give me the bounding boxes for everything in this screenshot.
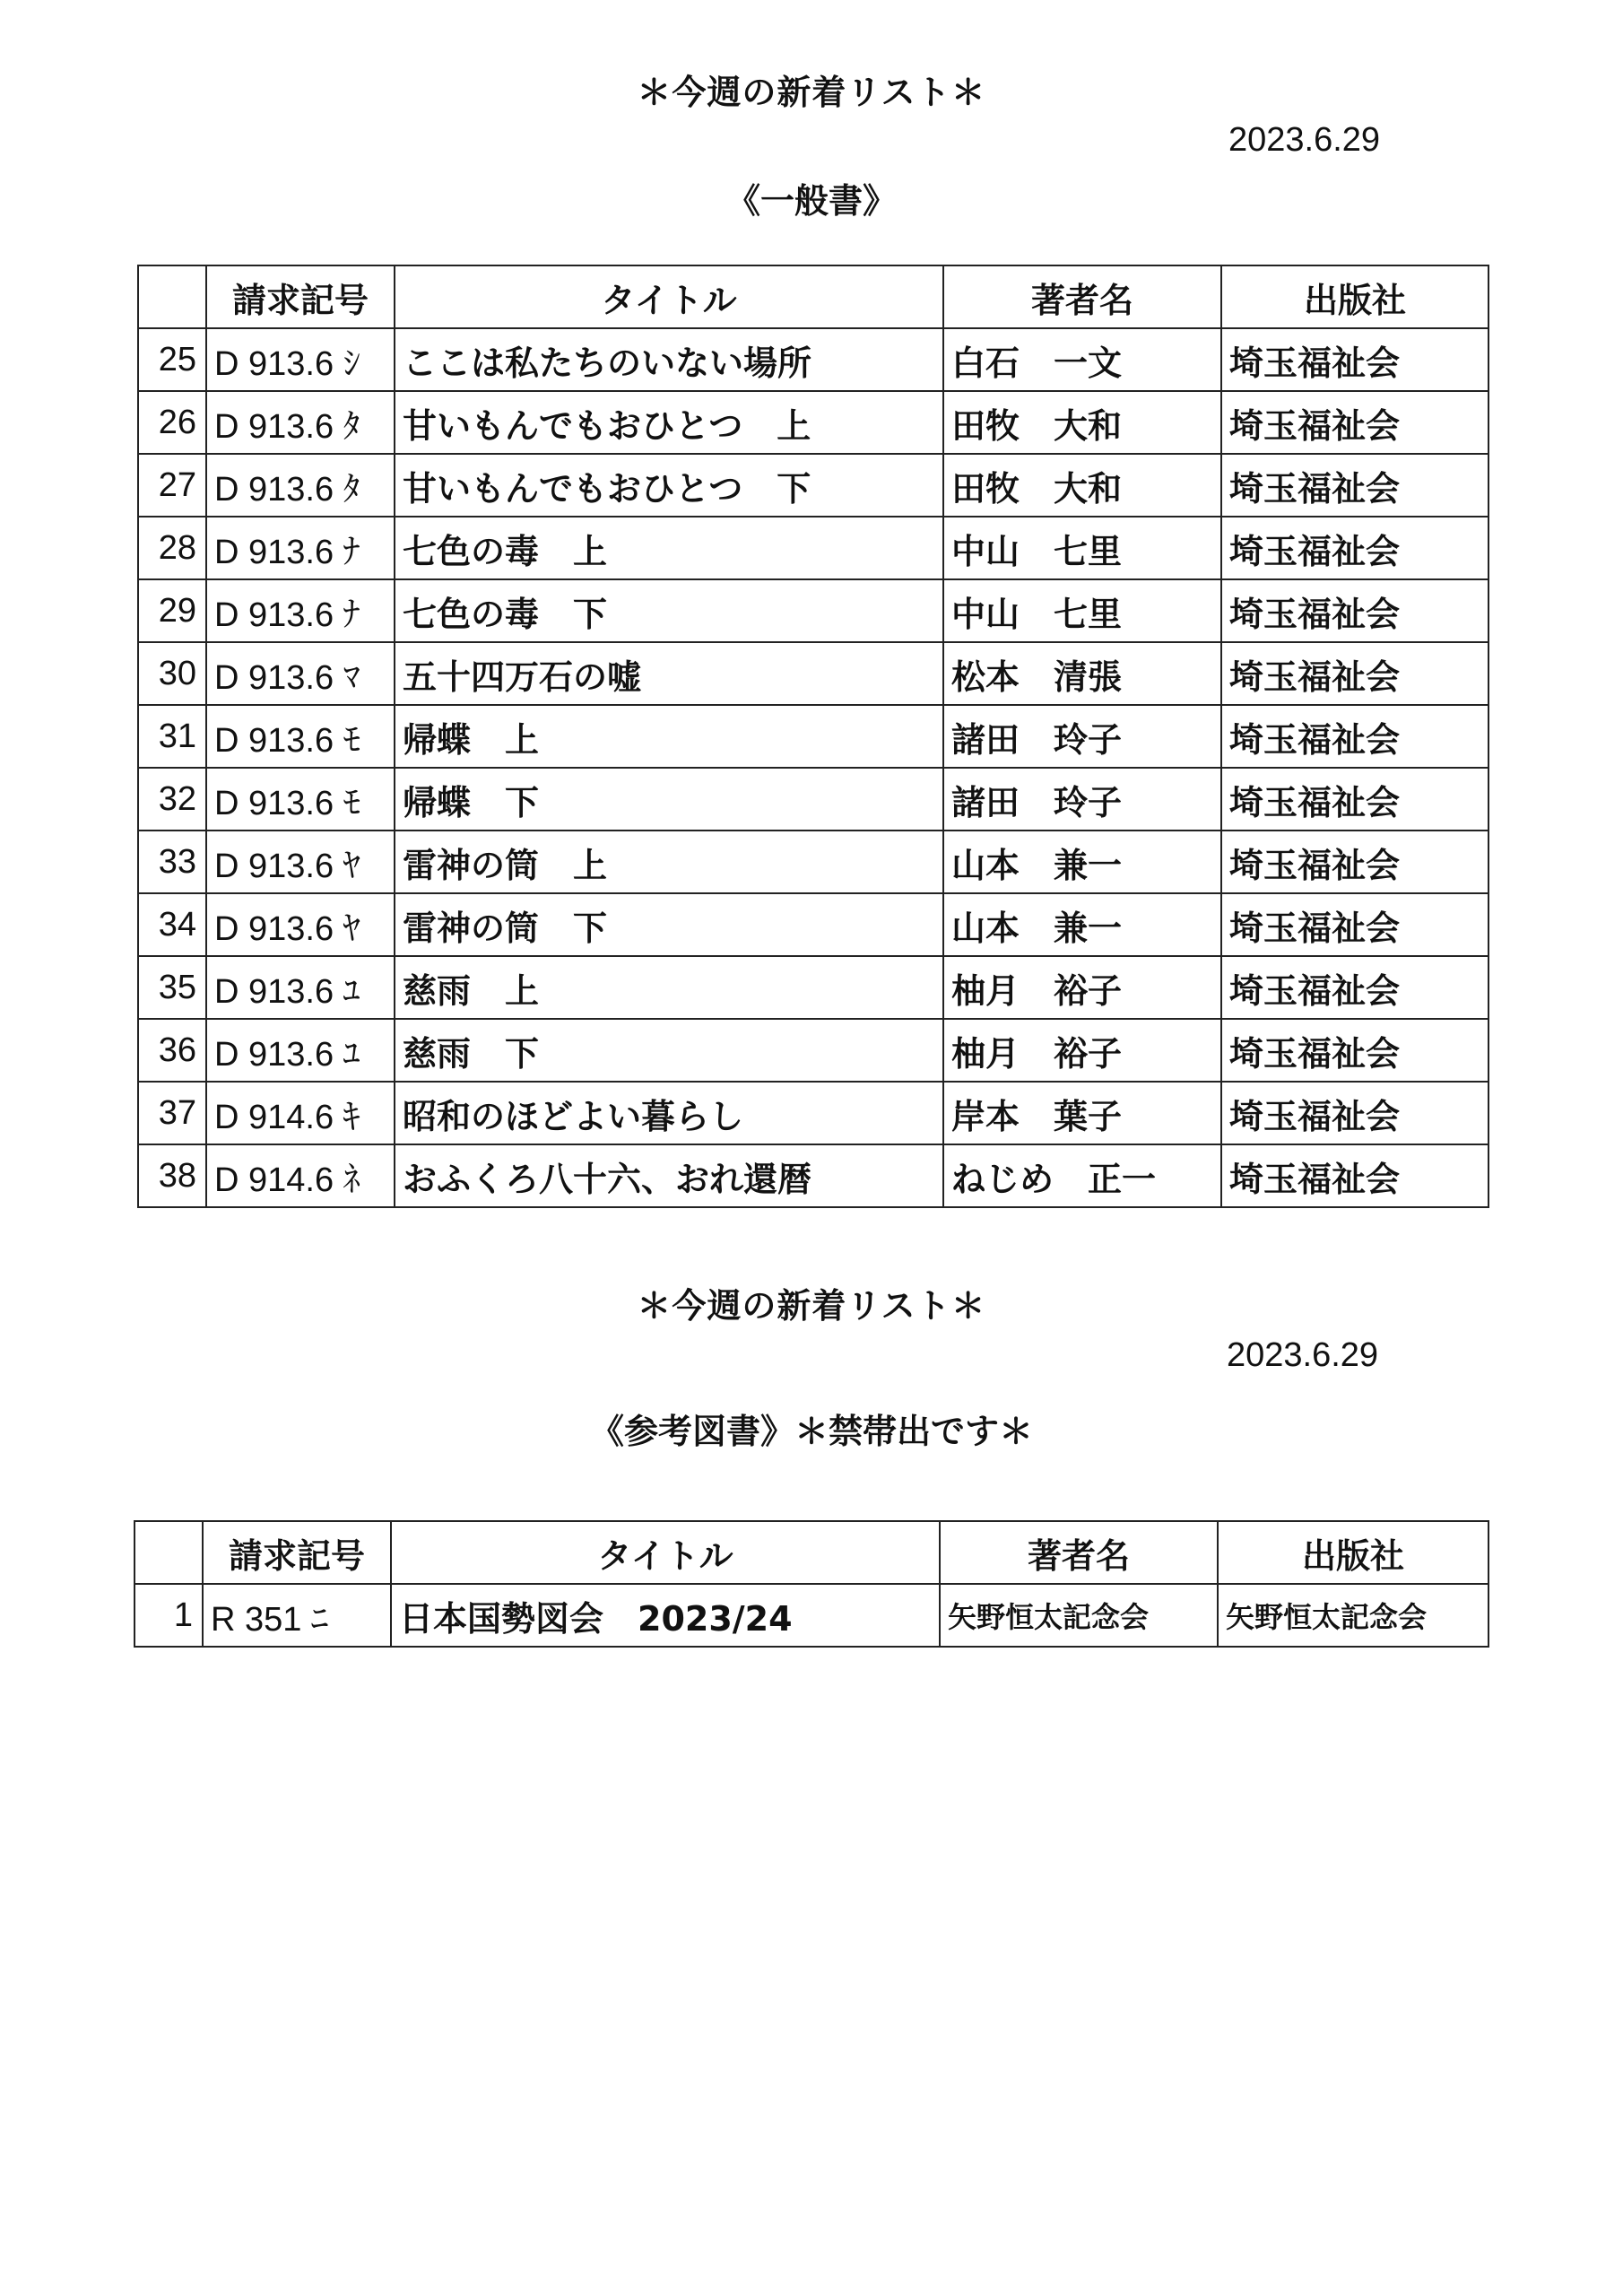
author-cell: 白石 一文 bbox=[943, 328, 1221, 391]
publisher-cell: 埼玉福祉会 bbox=[1221, 1019, 1488, 1082]
title-cell: 甘いもんでもおひとつ 上 bbox=[395, 391, 943, 454]
publisher-cell: 埼玉福祉会 bbox=[1221, 391, 1488, 454]
header-no bbox=[135, 1521, 203, 1584]
row-number: 27 bbox=[138, 454, 206, 517]
call-number-cell: D 914.6 ﾈ bbox=[206, 1144, 395, 1207]
row-number: 32 bbox=[138, 768, 206, 831]
row-number: 36 bbox=[138, 1019, 206, 1082]
section2-title: ＊今週の新着リスト＊ bbox=[637, 1286, 986, 1326]
publisher-cell: 埼玉福祉会 bbox=[1221, 454, 1488, 517]
table-row bbox=[138, 893, 1488, 956]
author-cell: 諸田 玲子 bbox=[943, 705, 1221, 768]
general-books-body bbox=[138, 328, 1488, 1207]
table-header-row bbox=[135, 1521, 1488, 1584]
call-number-cell: D 913.6 ﾕ bbox=[206, 956, 395, 1019]
author-cell: 中山 七里 bbox=[943, 579, 1221, 642]
row-number: 29 bbox=[138, 579, 206, 642]
table-row bbox=[135, 1584, 1488, 1647]
title-cell: 甘いもんでもおひとつ 下 bbox=[395, 454, 943, 517]
publisher-cell: 埼玉福祉会 bbox=[1221, 642, 1488, 705]
title-cell: 帰蝶 上 bbox=[395, 705, 943, 768]
reference-books-table bbox=[134, 1520, 1489, 1648]
table-row bbox=[138, 1144, 1488, 1207]
table-row bbox=[138, 768, 1488, 831]
publisher-cell: 埼玉福祉会 bbox=[1221, 579, 1488, 642]
title-cell: 五十四万石の嘘 bbox=[395, 642, 943, 705]
header-author: 著者名 bbox=[943, 265, 1221, 328]
section1-category: 《一般書》 bbox=[725, 181, 897, 221]
general-books-table bbox=[137, 265, 1489, 1208]
title-cell: おふくろ八十六、おれ還暦 bbox=[395, 1144, 943, 1207]
section2-date: 2023.6.29 bbox=[1227, 1336, 1379, 1374]
call-number-cell: D 913.6 ﾀ bbox=[206, 454, 395, 517]
header-author: 著者名 bbox=[940, 1521, 1218, 1584]
title-cell: 雷神の筒 下 bbox=[395, 893, 943, 956]
row-number: 37 bbox=[138, 1082, 206, 1144]
row-number: 25 bbox=[138, 328, 206, 391]
title-cell: 七色の毒 上 bbox=[395, 517, 943, 579]
call-number-cell: D 913.6 ｼ bbox=[206, 328, 395, 391]
row-number: 38 bbox=[138, 1144, 206, 1207]
title-cell: 慈雨 下 bbox=[395, 1019, 943, 1082]
row-number: 34 bbox=[138, 893, 206, 956]
publisher-cell: 埼玉福祉会 bbox=[1221, 956, 1488, 1019]
table-row bbox=[138, 705, 1488, 768]
publisher-cell: 埼玉福祉会 bbox=[1221, 1082, 1488, 1144]
call-number-cell: D 913.6 ﾅ bbox=[206, 517, 395, 579]
title-cell: 雷神の筒 上 bbox=[395, 831, 943, 893]
author-cell: 田牧 大和 bbox=[943, 391, 1221, 454]
title-cell: 慈雨 上 bbox=[395, 956, 943, 1019]
author-cell: 松本 清張 bbox=[943, 642, 1221, 705]
reference-books-body bbox=[135, 1584, 1488, 1647]
call-number-cell: R 351 ﾆ bbox=[203, 1584, 391, 1647]
table-row bbox=[138, 517, 1488, 579]
title-cell: 昭和のほどよい暮らし bbox=[395, 1082, 943, 1144]
table-row bbox=[138, 454, 1488, 517]
table-row bbox=[138, 831, 1488, 893]
publisher-cell: 埼玉福祉会 bbox=[1221, 517, 1488, 579]
author-cell: 山本 兼一 bbox=[943, 831, 1221, 893]
title-cell: 七色の毒 下 bbox=[395, 579, 943, 642]
row-number: 33 bbox=[138, 831, 206, 893]
row-number: 1 bbox=[135, 1584, 203, 1647]
table-row bbox=[138, 328, 1488, 391]
publisher-cell: 矢野恒太記念会 bbox=[1218, 1584, 1488, 1647]
call-number-cell: D 913.6 ﾔ bbox=[206, 893, 395, 956]
publisher-cell: 埼玉福祉会 bbox=[1221, 768, 1488, 831]
title-cell: 帰蝶 下 bbox=[395, 768, 943, 831]
publisher-cell: 埼玉福祉会 bbox=[1221, 328, 1488, 391]
publisher-cell: 埼玉福祉会 bbox=[1221, 1144, 1488, 1207]
author-cell: 諸田 玲子 bbox=[943, 768, 1221, 831]
header-publisher: 出版社 bbox=[1218, 1521, 1488, 1584]
call-number-cell: D 913.6 ﾏ bbox=[206, 642, 395, 705]
publisher-cell: 埼玉福祉会 bbox=[1221, 705, 1488, 768]
header-no bbox=[138, 265, 206, 328]
author-cell: 矢野恒太記念会 bbox=[940, 1584, 1218, 1647]
table-row bbox=[138, 1082, 1488, 1144]
row-number: 28 bbox=[138, 517, 206, 579]
author-cell: 中山 七里 bbox=[943, 517, 1221, 579]
author-cell: ねじめ 正一 bbox=[943, 1144, 1221, 1207]
table-row bbox=[138, 1019, 1488, 1082]
section2-category: 《参考図書》＊禁帯出です＊ bbox=[589, 1412, 1033, 1451]
header-title: タイトル bbox=[395, 265, 943, 328]
author-cell: 柚月 裕子 bbox=[943, 1019, 1221, 1082]
table-row bbox=[138, 391, 1488, 454]
publisher-cell: 埼玉福祉会 bbox=[1221, 893, 1488, 956]
publisher-cell: 埼玉福祉会 bbox=[1221, 831, 1488, 893]
section1-title: ＊今週の新着リスト＊ bbox=[637, 73, 986, 112]
call-number-cell: D 913.6 ﾔ bbox=[206, 831, 395, 893]
title-cell: ここは私たちのいない場所 bbox=[395, 328, 943, 391]
author-cell: 田牧 大和 bbox=[943, 454, 1221, 517]
author-cell: 柚月 裕子 bbox=[943, 956, 1221, 1019]
title-cell: 日本国勢図会 2023/24 bbox=[391, 1584, 940, 1647]
call-number-cell: D 913.6 ﾓ bbox=[206, 768, 395, 831]
header-call-number: 請求記号 bbox=[206, 265, 395, 328]
call-number-cell: D 913.6 ﾀ bbox=[206, 391, 395, 454]
table-row bbox=[138, 642, 1488, 705]
call-number-cell: D 913.6 ﾅ bbox=[206, 579, 395, 642]
author-cell: 岸本 葉子 bbox=[943, 1082, 1221, 1144]
call-number-cell: D 913.6 ﾓ bbox=[206, 705, 395, 768]
row-number: 30 bbox=[138, 642, 206, 705]
call-number-cell: D 914.6 ｷ bbox=[206, 1082, 395, 1144]
table-row bbox=[138, 579, 1488, 642]
row-number: 31 bbox=[138, 705, 206, 768]
header-title: タイトル bbox=[391, 1521, 940, 1584]
row-number: 35 bbox=[138, 956, 206, 1019]
author-cell: 山本 兼一 bbox=[943, 893, 1221, 956]
call-number-cell: D 913.6 ﾕ bbox=[206, 1019, 395, 1082]
table-row bbox=[138, 956, 1488, 1019]
table-header-row bbox=[138, 265, 1488, 328]
row-number: 26 bbox=[138, 391, 206, 454]
header-publisher: 出版社 bbox=[1221, 265, 1488, 328]
section1-date: 2023.6.29 bbox=[1228, 121, 1381, 159]
header-call-number: 請求記号 bbox=[203, 1521, 391, 1584]
